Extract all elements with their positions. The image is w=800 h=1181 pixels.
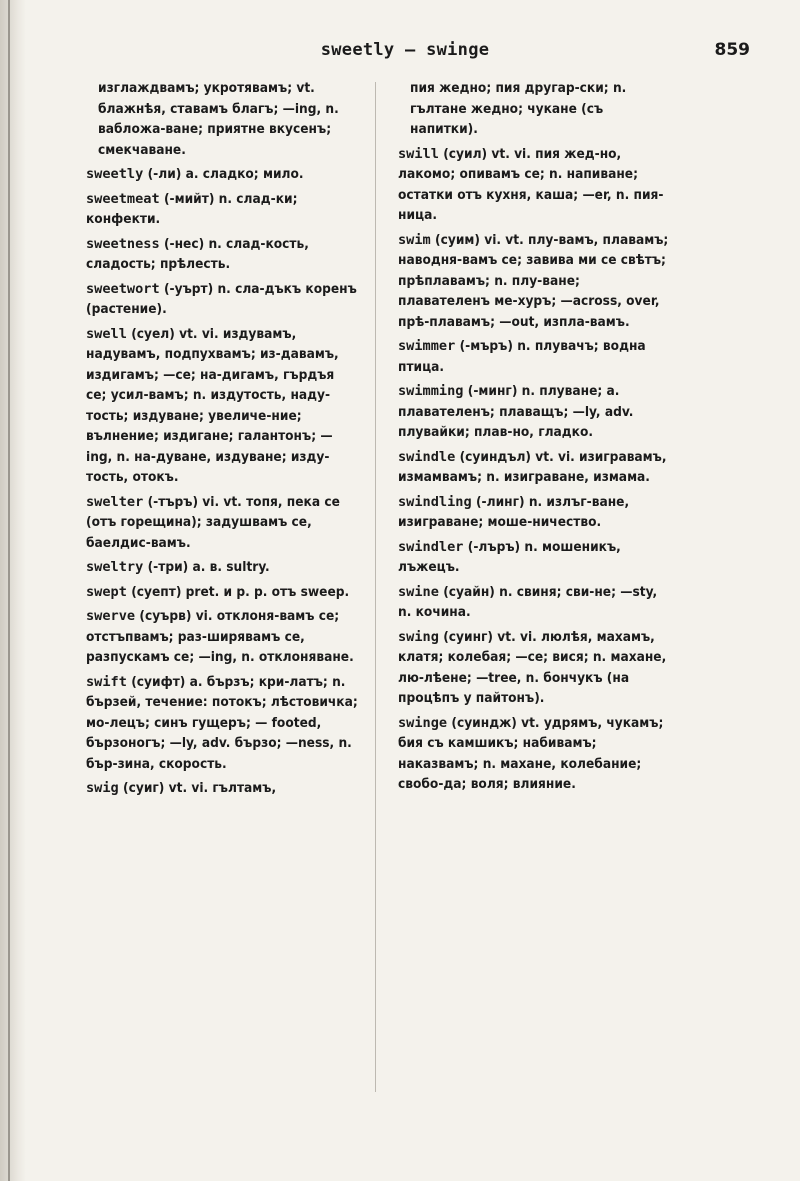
- entry-headword: sweetwort: [86, 280, 160, 297]
- dictionary-entry: [86, 324, 358, 488]
- dictionary-entry: [86, 189, 358, 230]
- entry-definition: (суиг) vt. vi. гълтамъ,: [123, 780, 277, 796]
- entry-definition: (суайн) n. свиня; сви-не; —sty, n. кочина.: [398, 583, 658, 620]
- entry-headword: swindle: [398, 448, 456, 465]
- dictionary-entry: [86, 164, 358, 185]
- entry-definition: (-ли) a. сладко; мило.: [147, 166, 304, 182]
- entry-headword: swelter: [86, 493, 144, 510]
- entry-definition: (-мийт) n. слад-ки; конфекти.: [86, 190, 298, 227]
- dictionary-entry: [398, 713, 670, 795]
- entry-definition: (-мъръ) n. плувачъ; водна птица.: [398, 338, 646, 375]
- entry-headword: sweetmeat: [86, 190, 160, 207]
- dictionary-entry: [86, 279, 358, 320]
- dictionary-entry: [398, 336, 670, 377]
- dictionary-entry: [398, 537, 670, 578]
- entry-headword: swindling: [398, 493, 472, 510]
- entry-headword: sweetness: [86, 235, 160, 252]
- left-column: [86, 78, 358, 803]
- entry-headword: swindler: [398, 538, 464, 555]
- entry-definition: (суел) vt. vi. издувамъ, надувамъ, подпухвамъ; из-давамъ, издигамъ; —се; на-дигамъ, гърдъя се; усил-вамъ; n. издутость, наду-тость; издуване; увеличе-ние; вълнение; издигане; галантонъ; —ing, n. на-дуване, издуване; изду-тость, отокъ.: [86, 325, 339, 485]
- entry-headword: swimmer: [398, 338, 456, 354]
- entry-definition: (суиндъл) vt. vi. изигравамъ, измамвамъ; n. изиграване, измама.: [398, 448, 667, 485]
- dictionary-entry: [398, 582, 670, 623]
- dictionary-entry: [86, 606, 358, 668]
- dictionary-entry: [398, 381, 670, 443]
- entry-definition: (суинг) vt. vi. люлѣя, махамъ, клатя; колебая; —се; вися; n. махане, лю-лѣене; —tree, n. бончукъ (на процѣпъ у пайтонъ).: [398, 628, 667, 706]
- entry-definition: (-уърт) n. сла-дъкъ коренъ (растение).: [86, 280, 357, 317]
- dictionary-entry: [398, 78, 670, 140]
- entry-headword: swim: [398, 231, 431, 248]
- dictionary-entry: [86, 582, 358, 603]
- entry-definition: (-нес) n. слад-кость, сладость; прѣлесть.: [86, 235, 309, 272]
- dictionary-entry: [398, 447, 670, 488]
- entry-headword: swimming: [398, 383, 464, 399]
- dictionary-entry: [86, 557, 358, 578]
- entry-headword: sweltry: [86, 559, 144, 575]
- entry-headword: swing: [398, 628, 439, 645]
- page-header: [60, 40, 750, 70]
- entry-definition: (-търъ) vi. vt. топя, пека се (отъ горещина); задушвамъ се, баелдис-вамъ.: [86, 493, 340, 551]
- entry-definition: (суим) vi. vt. плу-вамъ, плавамъ; наводня-вамъ се; завива ми се свѣтъ; прѣплавамъ; n. плу-ване; плавателенъ ме-хуръ; —across, over, прѣ-плавамъ; —out, изпла-вамъ.: [398, 231, 669, 330]
- entry-headword: swift: [86, 673, 127, 690]
- entry-headword: swinge: [398, 714, 448, 731]
- dictionary-entry: [86, 234, 358, 275]
- entry-definition: (суил) vt. vi. пия жед-но, лакомо; опивамъ се; n. напиване; остатки отъ кухня, каша; —er, n. пия-ница.: [398, 145, 664, 223]
- entry-definition: (-три) a. в. sultry.: [147, 559, 270, 575]
- entry-definition: (суепт) pret. и p. p. отъ sweep.: [131, 583, 350, 600]
- entry-headword: swig: [86, 780, 119, 796]
- page-binding-edge: [0, 0, 26, 1181]
- entry-headword: swill: [398, 145, 439, 162]
- dictionary-entry: [398, 492, 670, 533]
- entry-headword: swell: [86, 325, 127, 342]
- entry-headword: sweetly: [86, 166, 144, 182]
- column-gutter: [375, 82, 376, 1092]
- page-number: 859: [714, 40, 750, 60]
- entry-definition: (-минг) n. плуване; a. плавателенъ; плаващъ; —ly, adv. плувайки; плав-но, гладко.: [398, 383, 634, 440]
- entry-definition: (суърв) vi. отклоня-вамъ се; отстъпвамъ; раз-ширявамъ се, разпускамъ се; —ing, n. отклоняване.: [86, 608, 354, 665]
- entry-headword: swine: [398, 583, 439, 600]
- dictionary-entry: [398, 144, 670, 226]
- dictionary-entry: [86, 78, 358, 160]
- entry-definition: пия жедно; пия другар-ски; n. гълтане жедно; чукане (съ напитки).: [410, 80, 627, 137]
- entry-definition: (-лъръ) n. мошеникъ, лъжецъ.: [398, 538, 621, 575]
- entry-headword: swept: [86, 583, 127, 600]
- entry-definition: (суифт) a. бързъ; кри-латъ; n. бързей, течение: потокъ; лѣстовичка; мо-лецъ; синъ гущеръ; — footed, бързоногъ; —ly, adv. бързо; —ness, n. бър-зина, скорость.: [86, 673, 358, 772]
- right-column: [398, 78, 670, 799]
- dictionary-entry: [398, 230, 670, 333]
- entry-headword: swerve: [86, 608, 136, 624]
- running-head: sweetly — swinge: [320, 40, 490, 60]
- dictionary-entry: [86, 672, 358, 775]
- entry-definition: изглаждвамъ; укротявамъ; vt. блажнѣя, ставамъ благъ; —ing, n. вабложа-ване; приятне вкусенъ; смекчаване.: [98, 80, 339, 158]
- dictionary-entry: [86, 778, 358, 799]
- dictionary-entry: [398, 627, 670, 709]
- dictionary-entry: [86, 492, 358, 554]
- entry-definition: (-линг) n. излъг-ване, изиграване; моше-ничество.: [398, 493, 630, 530]
- entry-definition: (суиндж) vt. удрямъ, чукамъ; бия съ камшикъ; набивамъ; наказвамъ; n. махане, колебание; свобо-да; воля; влияние.: [398, 714, 664, 792]
